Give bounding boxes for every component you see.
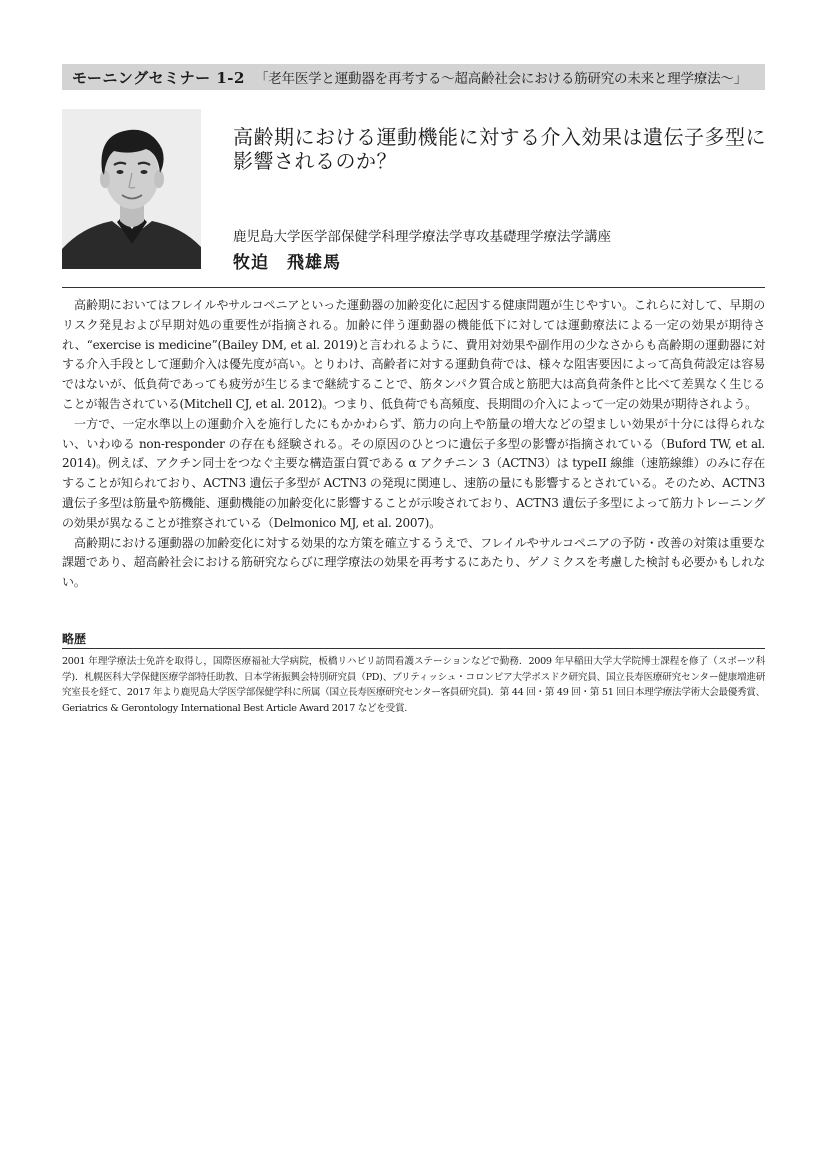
divider [62, 648, 765, 649]
session-theme: 「老年医学と運動器を再考する～超高齢社会における筋研究の未来と理学療法～」 [254, 71, 748, 87]
abstract-paragraph: 高齢期においてはフレイルやサルコペニアといった運動器の加齢変化に起因する健康問題が生じやすい。これらに対して、早期のリスク発見および早期対処の重要性が指摘される。加齢に伴う運動器の機能低下に対しては運動療法による一定の効果が期待され、“exercise is medicine”(Bailey DM, et al. 2019)と言われるように、費用対効果や副作用の少なさからも高齢期の運動器に対する介入手段として運動介入は優先度が高い。とりわけ、高齢者に対する運動負荷では、様々な阻害要因によって高負荷設定は容易ではないが、低負荷であっても疲労が生じるまで継続することで、筋タンパク質合成と筋肥大は高負荷条件と比べて差異なく生じることが報告されている(Mitchell CJ, et al. 2012)。つまり、低負荷でも高頻度、長期間の介入によって一定の効果が期待されよう。 [62, 298, 765, 411]
talk-title: 高齢期における運動機能に対する介入効果は遺伝子多型に影響されるのか？ [233, 125, 766, 173]
speaker-portrait [62, 109, 201, 269]
speaker-affiliation: 鹿児島大学医学部保健学科理学療法学専攻基礎理学療法学講座 [233, 229, 611, 245]
session-label: モーニングセミナー 1-2 [72, 68, 245, 87]
speaker-name: 牧迫 飛雄馬 [233, 253, 341, 273]
speaker-photo-icon [62, 109, 201, 269]
bio-text: 2001 年理学療法士免許を取得し，国際医療福祉大学病院，板橋リハビリ訪問看護ステーションなどで勤務．2009 年早稲田大学大学院博士課程を修了（スポーツ科学)．札幌医科大学保健医療学部特任助教、日本学術振興会特別研究員（PD)、ブリティッシュ・コロンビア大学ポスドク研究員、国立長寿医療研究センター健康増進研究室長を経て、2017 年より鹿児島大学医学部保健学科に所属（国立長寿医療研究センター客員研究員)．第 44 回・第 49 回・第 51 回日本理学療法学術大会最優秀賞、Geriatrics & Gerontology International Best Article Award 2017 などを受賞. [62, 656, 765, 714]
abstract-paragraph: 一方で、一定水準以上の運動介入を施行したにもかかわらず、筋力の向上や筋量の増大などの望ましい効果が十分には得られない、いわゆる non-responder の存在も経験される。その原因のひとつに遺伝子多型の影響が指摘されている（Buford TW, et al. 2014)。例えば、アクチン同士をつなぐ主要な構造蛋白質である α アクチニン 3（ACTN3）は typeII 線維（速筋線維）のみに存在することが知られており、ACTN3 遺伝子多型が ACTN3 の発現に関連し、速筋の量にも影響するとされている。そのため、ACTN3 遺伝子多型は筋量や筋機能、運動機能の加齢変化に影響することが示唆されており、ACTN3 遺伝子多型によって筋力トレーニングの効果が異なることが推察されている（Delmonico MJ, et al. 2007)。 [62, 416, 765, 530]
abstract-body [62, 296, 765, 593]
session-header [62, 64, 765, 90]
abstract-paragraph: 高齢期における運動器の加齢変化に対する効果的な方策を確立するうえで、フレイルやサルコペニアの予防・改善の対策は重要な課題であり、超高齢社会における筋研究ならびに理学療法の効果を再考するにあたり、ゲノミクスを考慮した検討も必要かもしれない。 [62, 535, 765, 590]
divider [62, 287, 765, 288]
bio-heading: 略歴 [62, 632, 87, 646]
